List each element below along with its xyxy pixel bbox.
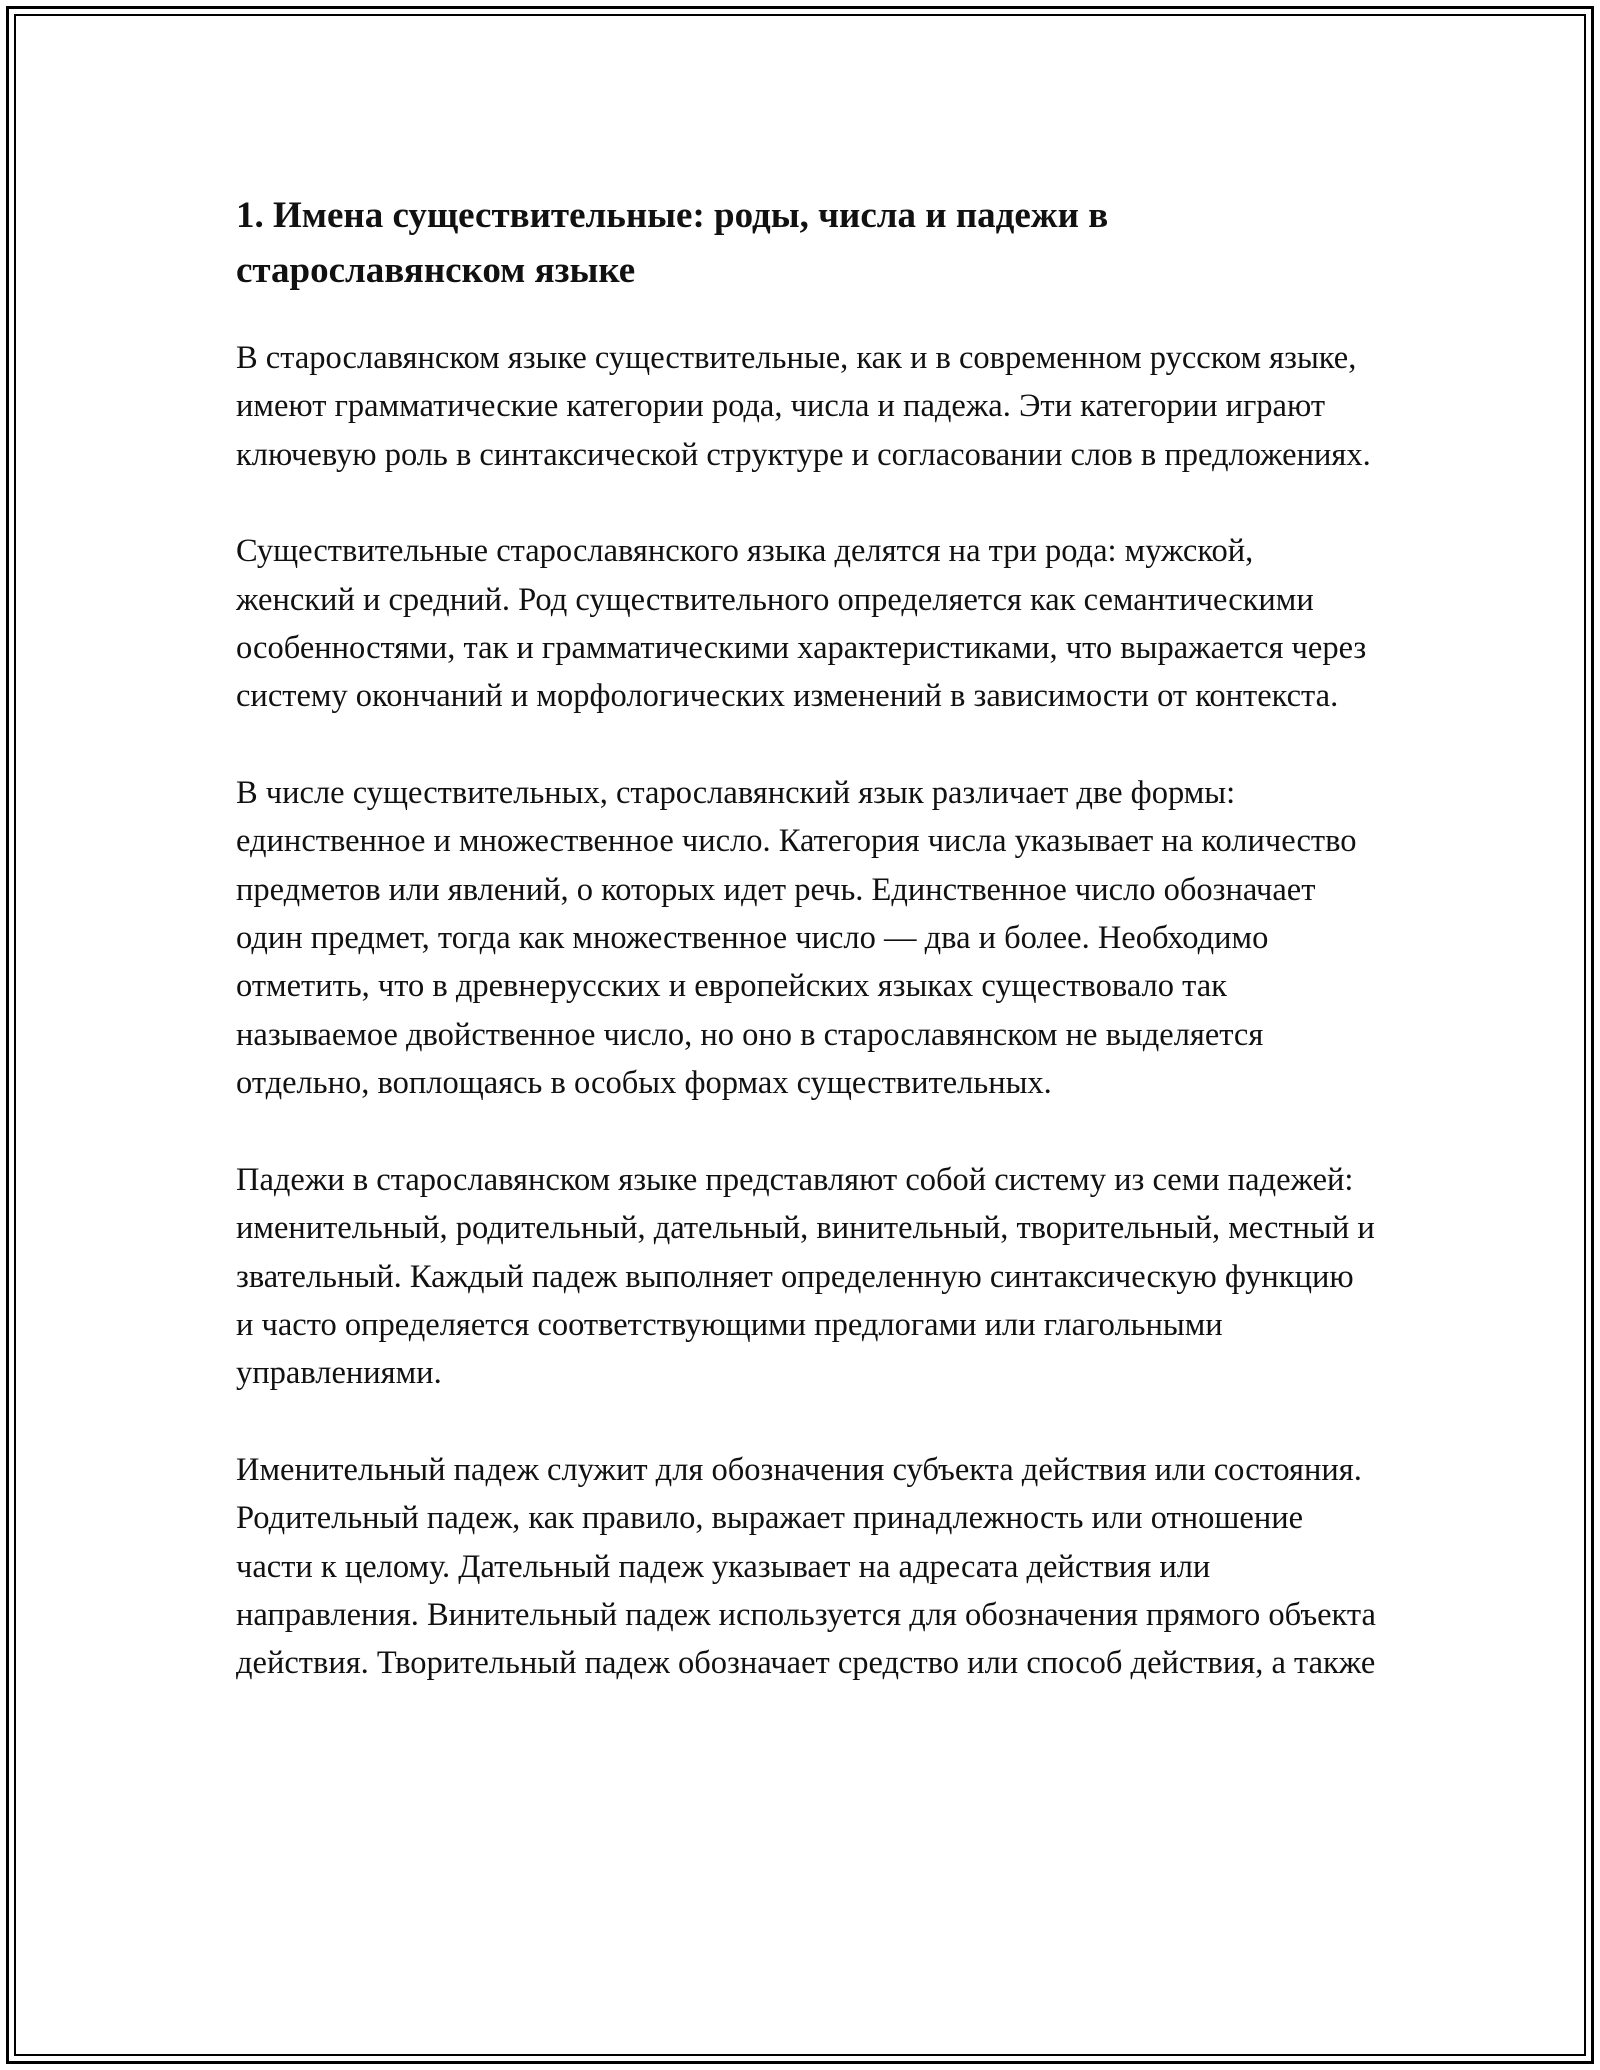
document-title: 1. Имена существительные: роды, числа и падежи в старославянском языке [236,195,1109,291]
document-body [236,188,1376,1736]
paragraph-case-functions: Именительный падеж служит для обозначения субъекта действия или состояния. Родительный падеж, как правило, выражает принадлежность или отношение части к целому. Дательный падеж указывает на адресата действия или направления. Винительный падеж используется для обозначения прямого объекта действия. Творительный падеж обозначает средство или способ действия, а также [236,1451,1376,1682]
paragraph-intro: В старославянском языке существительные, как и в современном русском языке, имеют грамматические категории рода, числа и падежа. Эти категории играют ключевую роль в синтаксической структуре и согласовании слов в предложениях. [236,340,1371,473]
paragraph-gender: Существительные старославянского языка делятся на три рода: мужской, женский и средний. Род существительного определяется как семантическими особенностями, так и грамматическими характеристиками, что выражается через систему окончаний и морфологических изменений в зависимости от контекста. [236,533,1367,715]
paragraph-number: В числе существительных, старославянский язык различает две формы: единственное и множественное число. Категория числа указывает на количество предметов или явлений, о которых идет речь. Единственное число обозначает один предмет, тогда как множественное число — два и более. Необходимо отметить, что в древнерусских и европейских языках существовало так называемое двойственное число, но оно в старославянском не выделяется отдельно, воплощаясь в особых формах существительных. [236,774,1357,1102]
paragraph-cases: Падежи в старославянском языке представляют собой систему из семи падежей: именительный, родительный, дательный, винительный, творительный, местный и звательный. Каждый падеж выполняет определенную синтаксическую функцию и часто определяется соответствующими предлогами или глагольными управлениями. [236,1161,1375,1392]
